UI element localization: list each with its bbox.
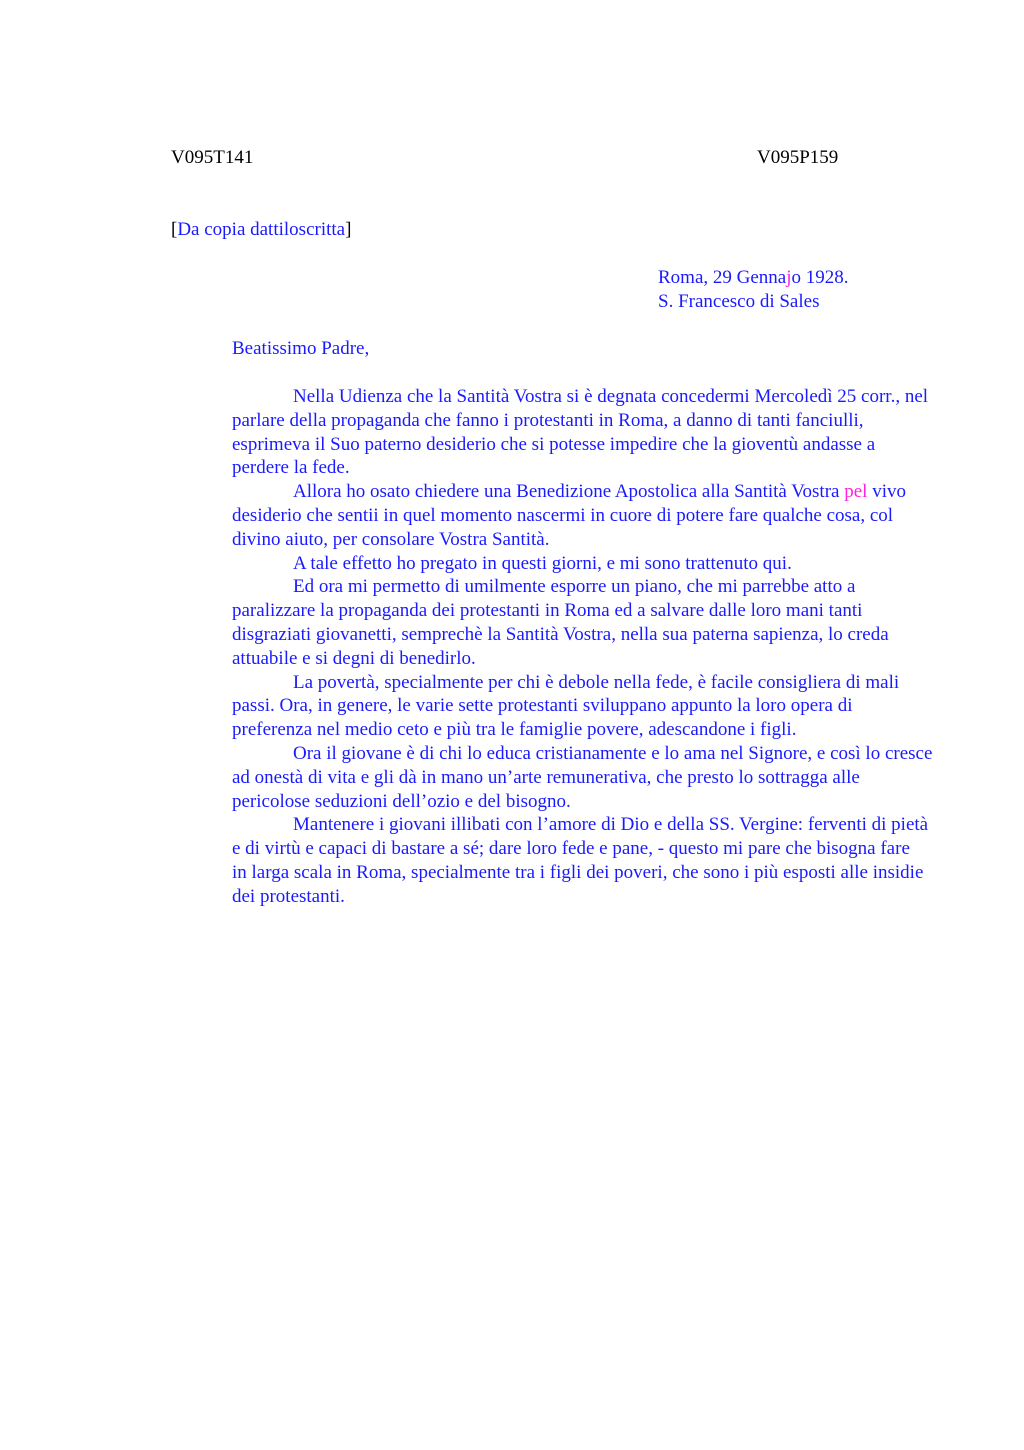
paragraph-line: parlare della propaganda che fanno i protestanti in Roma, a danno di tanti fanciulli, — [232, 409, 864, 431]
paragraph-line: esprimeva il Suo paterno desiderio che si potesse impedire che la gioventù andasse a — [232, 433, 876, 455]
paragraph-line: perdere la fede. — [232, 457, 350, 479]
paragraph-line: Mantenere i giovani illibati con l’amore di Dio e della SS. Vergine: ferventi di pietà — [293, 814, 929, 836]
paragraph-line-part2: vivo — [867, 481, 906, 503]
paragraph-udienza — [171, 385, 941, 480]
paragraph-line: ad onestà di vita e gli dà in mano un’arte remunerativa, che presto lo sottragga alle — [232, 766, 860, 788]
paragraph-effetto — [171, 552, 941, 576]
paragraph-line: in larga scala in Roma, specialmente tra i figli dei poveri, che sono i più esposti alle insidie — [232, 861, 924, 883]
dateline-date-highlight: j — [786, 267, 792, 288]
paragraph-line-highlight: pel — [844, 481, 868, 503]
paragraph-line: pericolose seduzioni dell’ozio e del bisogno. — [232, 790, 571, 812]
dateline-date-part1: Roma, 29 Genna — [658, 267, 787, 288]
paragraph-line: passi. Ora, in genere, le varie sette protestanti sviluppano appunto la loro opera di — [232, 695, 853, 717]
paragraph-line: A tale effetto ho pregato in questi giorni, e mi sono trattenuto qui. — [293, 552, 792, 574]
paragraph-piano — [171, 575, 941, 670]
paragraph-line: attuabile e si degni di benedirlo. — [232, 647, 476, 669]
salutation: Beatissimo Padre, — [232, 338, 370, 359]
paragraph-line: preferenza nel medio ceto e più tra le famiglie povere, adescandone i figli. — [232, 719, 797, 741]
paragraph-line: e di virtù e capaci di bastare a sé; dare loro fede e pane, - questo mi pare che bisogna fare — [232, 838, 910, 860]
letter-body — [171, 385, 941, 909]
paragraph-line: Ora il giovane è di chi lo educa cristianamente e lo ama nel Signore, e così lo cresce — [293, 742, 933, 764]
paragraph-line: La povertà, specialmente per chi è debole nella fede, è facile consigliera di mali — [293, 671, 900, 693]
paragraph-line: divino aiuto, per consolare Vostra Santità. — [232, 528, 550, 550]
paragraph-line: Ed ora mi permetto di umilmente esporre un piano, che mi parrebbe atto a — [293, 576, 856, 598]
paragraph-line: desiderio che sentii in quel momento nascermi in cuore di potere fare qualche cosa, col — [232, 504, 894, 526]
paragraph-line — [171, 480, 941, 504]
dateline — [658, 266, 849, 314]
paragraph-line: disgraziati giovanetti, semprechè la Santità Vostra, nella sua paterna sapienza, lo creda — [232, 623, 889, 645]
source-note-open-bracket: [ — [171, 219, 178, 240]
paragraph-mantenere — [171, 813, 941, 908]
paragraph-benedizione — [171, 480, 941, 551]
document-code-left: V095T141 — [171, 147, 254, 168]
paragraph-line-part1: Allora ho osato chiedere una Benedizione Apostolica alla Santità Vostra — [293, 481, 845, 503]
dateline-date — [658, 266, 849, 290]
source-note — [171, 218, 351, 242]
paragraph-poverta — [171, 671, 941, 742]
paragraph-giovane — [171, 742, 941, 813]
paragraph-line: dei protestanti. — [232, 885, 345, 907]
dateline-feast: S. Francesco di Sales — [658, 291, 820, 312]
dateline-date-part2: o 1928. — [791, 267, 849, 288]
paragraph-line: Nella Udienza che la Santità Vostra si è degnata concedermi Mercoledì 25 corr., nel — [293, 386, 929, 407]
document-code-right: V095P159 — [757, 147, 839, 168]
source-note-text: Da copia dattiloscritta — [177, 219, 346, 240]
paragraph-line: paralizzare la propaganda dei protestanti in Roma ed a salvare dalle loro mani tanti — [232, 600, 863, 622]
source-note-close-bracket: ] — [345, 219, 352, 240]
